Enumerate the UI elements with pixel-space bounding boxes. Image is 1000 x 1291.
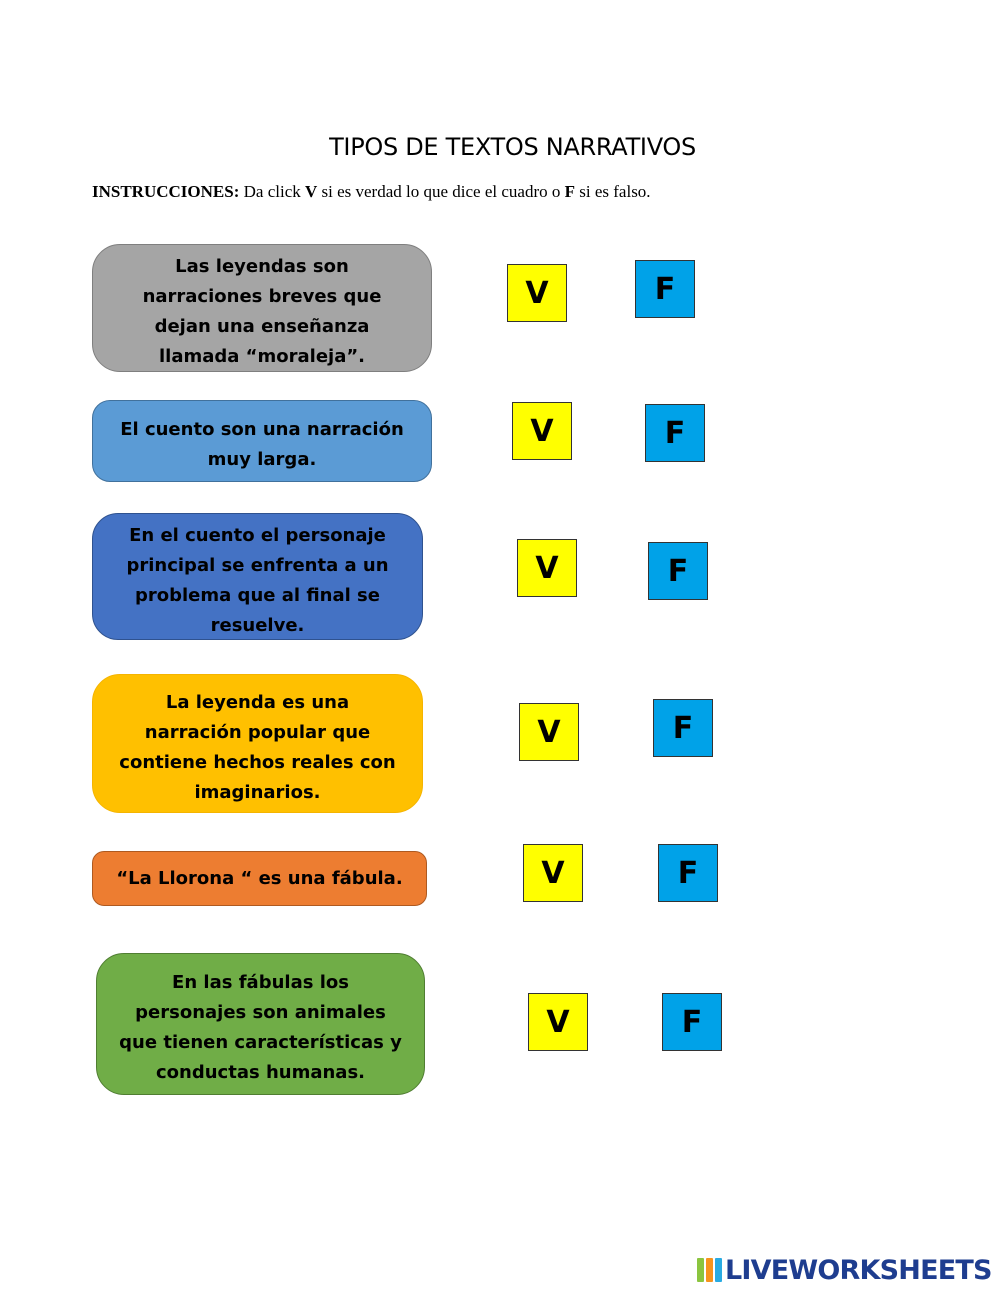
false-button-5[interactable]: F (658, 844, 718, 902)
statement-text-4: La leyenda es una narración popular que contiene hechos reales con imaginarios. (119, 691, 396, 803)
instructions-text-3: si es falso. (575, 182, 651, 201)
statement-card-3 (92, 513, 423, 640)
instructions-v: V (304, 182, 318, 201)
statement-card-1 (92, 244, 432, 372)
instructions (92, 182, 972, 202)
statement-text-5: “La Llorona “ es una fábula. (116, 867, 403, 889)
true-button-4[interactable]: V (519, 703, 579, 761)
statement-text-1: Las leyendas son narraciones breves que dejan una enseñanza llamada “moraleja”. (142, 256, 382, 367)
true-button-3[interactable]: V (517, 539, 577, 597)
statement-text-3: En el cuento el personaje principal se enfrenta a un problema que al final se resuelve. (126, 524, 389, 636)
false-button-6[interactable]: F (662, 993, 722, 1051)
logo-mark-icon (697, 1258, 722, 1282)
page-title: TIPOS DE TEXTOS NARRATIVOS (329, 133, 696, 161)
instructions-text-1: Da click (239, 182, 305, 201)
false-button-1[interactable]: F (635, 260, 695, 318)
false-button-3[interactable]: F (648, 542, 708, 600)
logo-text: LIVEWORKSHEETS (725, 1254, 992, 1286)
instructions-f: F (564, 182, 576, 201)
instructions-text-2: si es verdad lo que dice el cuadro o (317, 182, 565, 201)
true-button-5[interactable]: V (523, 844, 583, 902)
statement-text-2: El cuento son una narración muy larga. (120, 419, 404, 470)
statement-card-2 (92, 400, 432, 482)
statement-card-4 (92, 674, 423, 813)
true-button-6[interactable]: V (528, 993, 588, 1051)
false-button-4[interactable]: F (653, 699, 713, 757)
true-button-1[interactable]: V (507, 264, 567, 322)
false-button-2[interactable]: F (645, 404, 705, 462)
statement-text-6: En las fábulas los personajes son animales que tienen características y conductas humanas. (119, 972, 402, 1083)
true-button-2[interactable]: V (512, 402, 572, 460)
statement-card-6 (96, 953, 425, 1095)
instructions-label: INSTRUCCIONES: (92, 182, 240, 201)
liveworksheets-logo (697, 1254, 992, 1286)
statement-card-5 (92, 851, 427, 906)
